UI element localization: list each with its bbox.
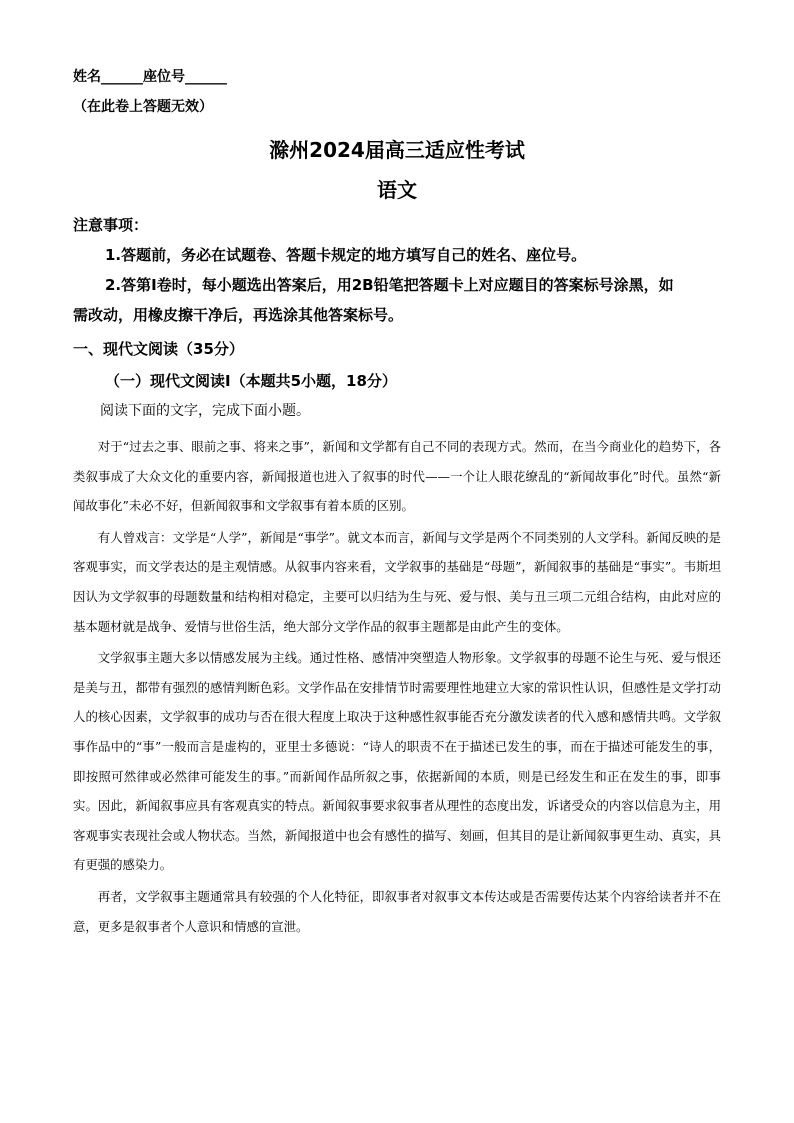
reading-instruction: 阅读下面的文字，完成下面小题。 xyxy=(100,403,310,419)
section-heading: 一、现代文阅读（35分） xyxy=(73,340,244,358)
note-item-1: 1.答题前，务必在试题卷、答题卡规定的地方填写自己的姓名、座位号。 xyxy=(105,246,587,264)
exam-title: 滁州2024届高三适应性考试 xyxy=(269,138,525,162)
reading-passage xyxy=(73,432,721,943)
passage-paragraph: 对于“过去之事、眼前之事、将来之事”，新闻和文学都有自己不同的表现方式。然而，在当今商业化的趋势下，各类叙事成了大众文化的重要内容，新闻报道也进入了叙事的时代——一个让人眼花缭乱的“新闻故事化”时代。虽然“新闻故事化”未必不好，但新闻叙事和文学叙事有着本质的区别。 xyxy=(73,439,721,514)
note-item-2-line-2: 需改动，用橡皮擦干净后，再选涂其他答案标号。 xyxy=(73,306,404,324)
passage-paragraph: 有人曾戏言：文学是“人学”，新闻是“事学”。就文本而言，新闻与文学是两个不同类别的人文学科。新闻反映的是客观事实，而文学表达的是主观情感。从叙事内容来看，文学叙事的基础是“母题”，新闻叙事的基础是“事实”。韦斯坦因认为文学叙事的母题数量和结构相对稳定，主要可以归结为生与死、爱与恨、美与丑三项二元组合结构，由此对应的基本题材就是战争、爱情与世俗生活，绝大部分文学作品的叙事主题都是由此产生的变体。 xyxy=(73,529,721,634)
passage-paragraph: 文学叙事主题大多以情感发展为主线。通过性格、感情冲突塑造人物形象。文学叙事的母题不论生与死、爱与恨还是美与丑，都带有强烈的感情判断色彩。文学作品在安排情节时需要理性地建立大家的常识性认识，但感性是文学打动人的核心因素，文学叙事的成功与否在很大程度上取决于这种感性叙事能否充分激发读者的代入感和感情共鸣。文学叙事作品中的“事”一般而言是虚构的，亚里士多德说：“诗人的职责不在于描述已发生的事，而在于描述可能发生的事，即按照可然律或必然律可能发生的事。”而新闻作品所叙之事，依据新闻的本质，则是已经发生和正在发生的事，即事实。因此，新闻叙事应具有客观真实的特点。新闻叙事要求叙事者从理性的态度出发，诉诸受众的内容以信息为主，用客观事实表现社会或人物状态。当然，新闻报道中也会有感性的描写、刻画，但其目的是让新闻叙事更生动、真实，具有更强的感染力。 xyxy=(73,650,721,873)
subject-title: 语文 xyxy=(377,178,417,202)
invalid-answer-note: （在此卷上答题无效） xyxy=(73,99,213,115)
note-item-2-line-1: 2.答第Ⅰ卷时，每小题选出答案后，用2B铅笔把答题卡上对应题目的答案标号涂黑，如 xyxy=(105,276,674,294)
name-seat-line: 姓名______座位号______ xyxy=(73,69,227,85)
subsection-heading: （一）现代文阅读Ⅰ（本题共5小题，18分） xyxy=(105,372,397,390)
notes-heading: 注意事项： xyxy=(73,216,149,234)
passage-paragraph: 再者，文学叙事主题通常具有较强的个人化特征，即叙事者对叙事文本传达或是否需要传达某个内容给读者并不在意，更多是叙事者个人意识和情感的宣泄。 xyxy=(73,888,721,934)
